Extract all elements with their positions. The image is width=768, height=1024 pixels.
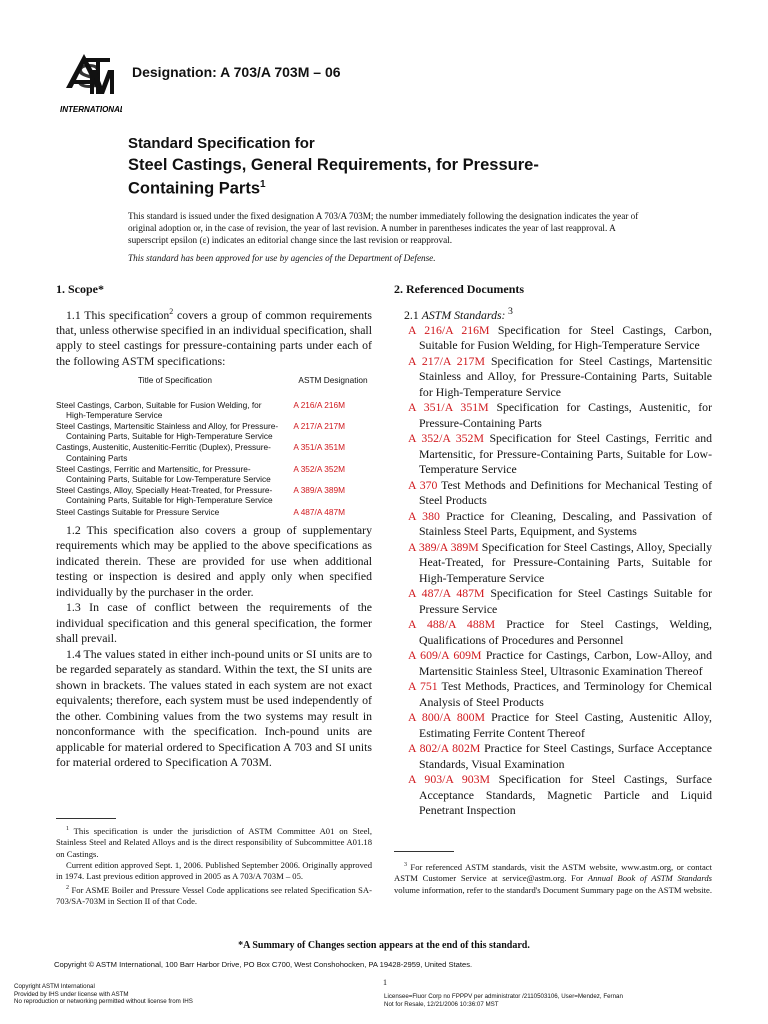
footnote-divider-right xyxy=(394,851,454,852)
designation: Designation: A 703/A 703M – 06 xyxy=(132,64,341,80)
reference-text: Specification for Steel Castings, Martensitic Stainless and Alloy, for Pressure-Containing Parts, Suitable for High-Temperature Service xyxy=(419,353,712,399)
spec-title: Steel Castings, Martensitic Stainless and Alloy, for Pressure-Containing Parts, Suitable for High-Temperature Service xyxy=(56,421,279,442)
reference-text: Test Methods, Practices, and Terminology for Chemical Analysis of Steel Products xyxy=(419,679,712,709)
spec-title: Steel Castings Suitable for Pressure Service xyxy=(56,506,220,517)
license-left-line: Copyright ASTM International xyxy=(14,983,95,990)
reference-item xyxy=(404,354,712,401)
reference-code-link[interactable]: A 216/A 216M xyxy=(408,322,490,337)
footnote-3-number: 3 xyxy=(404,862,407,868)
footnote-divider-left xyxy=(56,818,116,819)
logo-text: INTERNATIONAL xyxy=(60,105,122,114)
reference-item xyxy=(404,323,712,354)
references-intro-number: 2.1 xyxy=(404,307,422,322)
footnote-1-number: 1 xyxy=(66,826,69,832)
footnote-2-text: For ASME Boiler and Pressure Vessel Code applications see related Specification SA-703/SA-703M in Section II of that Code. xyxy=(56,884,372,907)
spec-table-row xyxy=(56,442,372,462)
license-left-line: No reproduction or networking permitted without license from IHS xyxy=(14,998,193,1006)
reference-item xyxy=(404,617,712,648)
footnote-1-text: This specification is under the jurisdiction of ASTM Committee A01 on Steel, Stainless Steel and Related Alloys and is the direct responsibility of Subcommittee A01.18 on Castings. xyxy=(56,825,372,859)
reference-text: Practice for Cleaning, Descaling, and Passivation of Stainless Steel Parts, Equipment, and Systems xyxy=(419,508,713,539)
dod-approval-note: This standard has been approved for use by agencies of the Department of Defense. xyxy=(128,253,436,263)
reference-code-link[interactable]: A 800/A 800M xyxy=(408,710,486,725)
reference-text: Practice for Castings, Carbon, Low-Alloy, and Martensitic Stainless Steel, Ultrasonic Examination Thereof xyxy=(419,648,713,678)
copyright-line: Copyright © ASTM International, 100 Barr Harbor Drive, PO Box C700, West Conshohocken, PA 19428-2959, United States. xyxy=(54,960,473,969)
reference-text: Specification for Steel Castings, Surface Acceptance Standards, Magnetic Particle and Liquid Penetrant Inspection xyxy=(419,772,712,818)
reference-text: Specification for Castings, Austenitic, for Pressure-Containing Parts xyxy=(419,400,713,430)
spec-table-row xyxy=(56,421,372,441)
title-text-b: Containing Parts xyxy=(128,179,261,198)
reference-code-link[interactable]: A 351/A 351M xyxy=(408,400,489,415)
reference-item xyxy=(404,586,712,617)
reference-item xyxy=(404,400,712,431)
spec-table xyxy=(56,375,372,516)
reference-item xyxy=(404,540,712,587)
title-text-a: Steel Castings, General Requirements, for Pressure- xyxy=(128,156,539,174)
reference-text: Practice for Steel Castings, Welding, Qualifications of Procedures and Personnel xyxy=(419,617,713,647)
reference-text: Specification for Steel Castings, Alloy, Specially Heat-Treated, for Pressure-Containing Parts, Suitable for High-Temperature Service xyxy=(419,539,713,585)
spec-designation-link[interactable]: A 217/A 217M xyxy=(293,421,345,432)
references-intro xyxy=(404,304,712,323)
reference-item xyxy=(404,741,712,772)
spec-title: Castings, Austenitic, Austenitic-Ferritic (Duplex), Pressure-Containing Parts xyxy=(56,442,271,463)
spec-title: Steel Castings, Alloy, Specially Heat-Treated, for Pressure-Containing Parts, Suitable for High-Temperature Service xyxy=(56,485,273,506)
reference-item xyxy=(404,431,712,478)
footnote-3-italic: Annual Book of ASTM Standards xyxy=(587,873,712,884)
spec-table-row xyxy=(56,507,372,517)
footnote-1-edition: Current edition approved Sept. 1, 2006. Published September 2006. Originally approved in 1974. Last previous edition approved in 2005 as A 703/A 703M – 05. xyxy=(56,860,372,882)
reference-code-link[interactable]: A 802/A 802M xyxy=(408,741,481,756)
reference-code-link[interactable]: A 217/A 217M xyxy=(408,353,485,368)
title-line-1: Standard Specification for xyxy=(128,135,315,152)
footnote-2 xyxy=(56,883,372,908)
footnote-1 xyxy=(56,824,372,860)
footnote-ref-3: 3 xyxy=(505,305,513,317)
page-number: 1 xyxy=(383,978,387,987)
spec-designation-link[interactable]: A 351/A 351M xyxy=(293,442,345,453)
reference-code-link[interactable]: A 751 xyxy=(408,679,438,694)
references-heading: 2. Referenced Documents xyxy=(394,282,525,296)
spec-table-row xyxy=(56,400,372,420)
references-intro-label: ASTM Standards: xyxy=(421,307,506,322)
license-notice-right xyxy=(384,993,623,1008)
reference-text: Specification for Steel Castings, Carbon, Suitable for Fusion Welding, for High-Temperature Service xyxy=(419,322,713,353)
reference-text: Test Methods and Definitions for Mechanical Testing of Steel Products xyxy=(419,477,712,508)
title-line-2 xyxy=(128,155,648,199)
footnote-2-number: 2 xyxy=(66,884,69,891)
spec-table-row xyxy=(56,464,372,484)
summary-of-changes-note: *A Summary of Changes section appears at the end of this standard. xyxy=(238,940,530,951)
footnote-3-text-b: volume information, refer to the standard's Document Summary page on the ASTM website. xyxy=(394,884,713,895)
spec-designation-link[interactable]: A 389/A 389M xyxy=(293,485,345,496)
title-footnote-ref: 1 xyxy=(260,179,266,190)
reference-code-link[interactable]: A 389/A 389M xyxy=(408,539,479,554)
astm-logo xyxy=(60,50,122,116)
reference-item xyxy=(404,648,712,679)
footnotes-left xyxy=(56,824,372,908)
license-right-line: Not for Resale, 12/21/2006 10:36:07 MST xyxy=(384,1000,499,1008)
reference-item xyxy=(404,772,712,819)
license-left-line: Provided by IHS under license with ASTM xyxy=(14,990,129,998)
spec-title: Steel Castings, Carbon, Suitable for Fusion Welding, for High-Temperature Service xyxy=(56,399,262,420)
document-title xyxy=(128,135,648,199)
reference-text: Practice for Steel Castings, Surface Acceptance Standards, Visual Examination xyxy=(419,741,712,771)
reference-text: Specification for Steel Castings, Ferritic and Martensitic, for Pressure-Containing Parts, Suitable for Low-Temperature Service xyxy=(419,431,712,477)
footnotes-right xyxy=(394,860,712,896)
spec-designation-link[interactable]: A 216/A 216M xyxy=(293,399,345,410)
license-notice-left xyxy=(14,983,193,1006)
reference-text: Practice for Steel Casting, Austenitic Alloy, Estimating Ferrite Content Thereof xyxy=(419,710,712,740)
reference-text: Specification for Steel Castings Suitable for Pressure Service xyxy=(419,586,712,616)
spec-designation-link[interactable]: A 352/A 352M xyxy=(293,463,345,474)
license-right-line: Licensee=Fluor Corp no FPPPV per administrator /2110503106, User=Mendez, Fernan xyxy=(384,993,623,1000)
spec-designation-link[interactable]: A 487/A 487M xyxy=(293,506,345,517)
spec-table-row xyxy=(56,485,372,505)
footnote-3-text-a: For referenced ASTM standards, visit the ASTM website, www.astm.org, or contact ASTM Customer Service at service@astm.org. For xyxy=(394,861,712,884)
reference-item xyxy=(404,509,712,540)
scope-para-1-1-a: 1.1 This specification xyxy=(66,307,170,322)
footnote-ref-2: 2 xyxy=(169,306,174,316)
spec-table-header-title: Title of Specification xyxy=(138,375,212,386)
scope-para-1-3: 1.3 In case of conflict between the requirements of the individual specification and this general specification, the former shall prevail. xyxy=(56,600,372,646)
reference-code-link[interactable]: A 352/A 352M xyxy=(408,431,484,446)
spec-title: Steel Castings, Ferritic and Martensitic, for Pressure-Containing Parts, Suitable for Low-Temperature Service xyxy=(56,463,271,485)
spec-table-header-designation: ASTM Designation xyxy=(298,375,368,386)
reference-code-link[interactable]: A 487/A 487M xyxy=(408,586,485,601)
reference-item xyxy=(404,710,712,741)
referenced-documents-section xyxy=(394,282,712,819)
reference-item xyxy=(404,478,712,509)
scope-para-1-1-b: covers a group of common requirements that, unless otherwise specified in an individual specification, shall apply to steel castings for pressure-containing parts under each of the following ASTM specifications: xyxy=(56,307,372,368)
scope-para-1-4: 1.4 The values stated in either inch-pound units or SI units are to be regarded separately as standard. Within the text, the SI units are shown in brackets. The values stated in each system are not exact equivalents; therefore, each system must be used independently of the other. Combining values from the two systems may result in nonconformance with the specification. Inch-pound units are applicable for material ordered to Specification A 703 and SI units for material ordered to Specification A 703M. xyxy=(56,646,372,770)
spec-table-header xyxy=(56,375,372,385)
reference-code-link[interactable]: A 609/A 609M xyxy=(408,648,482,663)
footnote-3 xyxy=(394,860,712,896)
reference-code-link[interactable]: A 488/A 488M xyxy=(408,617,496,632)
scope-para-1-2: 1.2 This specification also covers a group of supplementary requirements which may be applied to the above specifications as indicated therein. These are provided for use when additional testing or inspection is desired and apply only when specified individually by the purchaser in the order. xyxy=(56,522,372,599)
scope-para-1-1 xyxy=(56,304,372,370)
standard-notice: This standard is issued under the fixed designation A 703/A 703M; the number immediately following the designation indicates the year of original adoption or, in the case of revision, the year of last revision. A number in parentheses indicates the year of last reapproval. A superscript epsilon (ε) indicates an editorial change since the last revision or reapproval. xyxy=(128,211,639,246)
reference-code-link[interactable]: A 370 xyxy=(408,477,438,492)
scope-section xyxy=(56,282,372,771)
scope-heading: 1. Scope* xyxy=(56,282,104,296)
reference-item xyxy=(404,679,712,710)
reference-code-link[interactable]: A 380 xyxy=(408,508,440,523)
reference-code-link[interactable]: A 903/A 903M xyxy=(408,772,491,787)
